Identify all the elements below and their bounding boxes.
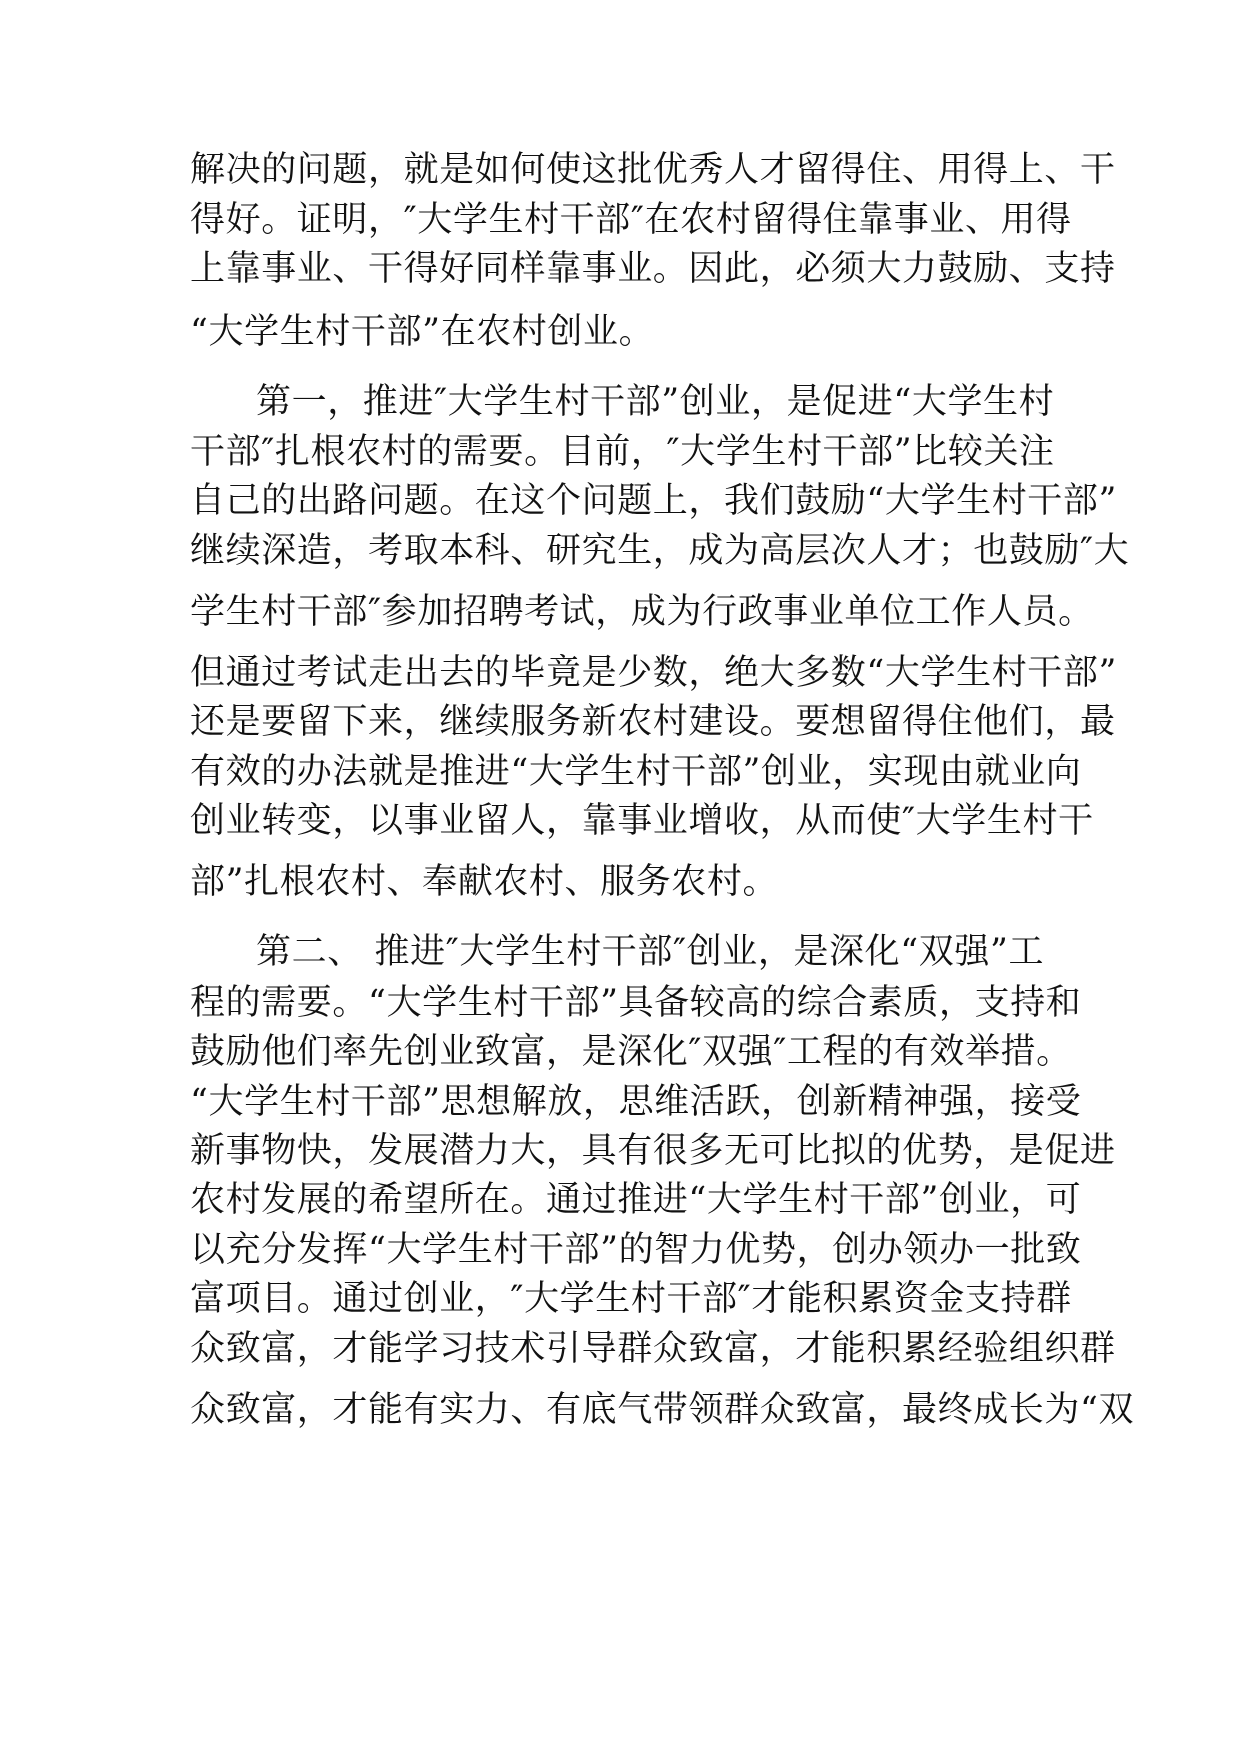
text-line: 有效的办法就是推进“大学生村干部”创业，实现由就业向: [190, 752, 1082, 792]
text-line: 程的需要。“大学生村干部”具备较高的综合素质，支持和: [190, 983, 1082, 1023]
text-line: “大学生村干部”在农村创业。: [190, 312, 655, 352]
text-line: 得好。证明，″大学生村干部″在农村留得住靠事业、用得: [190, 200, 1072, 240]
text-line: “大学生村干部”思想解放，思维活跃，创新精神强，接受: [190, 1082, 1082, 1122]
text-line: 干部″扎根农村的需要。目前，″大学生村干部”比较关注: [190, 432, 1055, 472]
text-line: 自己的出路问题。在这个问题上，我们鼓励“大学生村干部”: [190, 481, 1117, 521]
text-line: 鼓励他们率先创业致富，是深化″双强″工程的有效举措。: [190, 1032, 1072, 1072]
text-line: 上靠事业、干得好同样靠事业。因此，必须大力鼓励、支持: [190, 249, 1116, 289]
text-line: 还是要留下来，继续服务新农村建设。要想留得住他们，最: [190, 702, 1116, 742]
paragraph-first-line: 第一，推进″大学生村干部”创业，是促进“大学生村: [256, 382, 1055, 422]
text-line: 以充分发挥“大学生村干部”的智力优势，创办领办一批致: [190, 1230, 1082, 1270]
text-line: 新事物快，发展潜力大，具有很多无可比拟的优势，是促进: [190, 1131, 1116, 1171]
text-line: 学生村干部″参加招聘考试，成为行政事业单位工作人员。: [190, 592, 1094, 632]
text-line: 解决的问题，就是如何使这批优秀人才留得住、用得上、干: [190, 150, 1116, 190]
text-line: 众致富，才能学习技术引导群众致富，才能积累经验组织群: [190, 1329, 1116, 1369]
text-line: 创业转变，以事业留人，靠事业增收，从而使″大学生村干: [190, 801, 1094, 841]
text-line: 农村发展的希望所在。通过推进“大学生村干部”创业，可: [190, 1180, 1082, 1220]
text-line: 部”扎根农村、奉献农村、服务农村。: [190, 862, 779, 902]
paragraph-first-line: 第二、 推进″大学生村干部″创业，是深化“双强”工: [256, 932, 1045, 972]
text-line: 富项目。通过创业，″大学生村干部″才能积累资金支持群: [190, 1279, 1072, 1319]
text-line: 但通过考试走出去的毕竟是少数，绝大多数“大学生村干部”: [190, 653, 1117, 693]
text-line: 众致富，才能有实力、有底气带领群众致富，最终成长为“双: [190, 1390, 1135, 1430]
text-line: 继续深造，考取本科、研究生，成为高层次人才；也鼓励″大: [190, 531, 1130, 571]
